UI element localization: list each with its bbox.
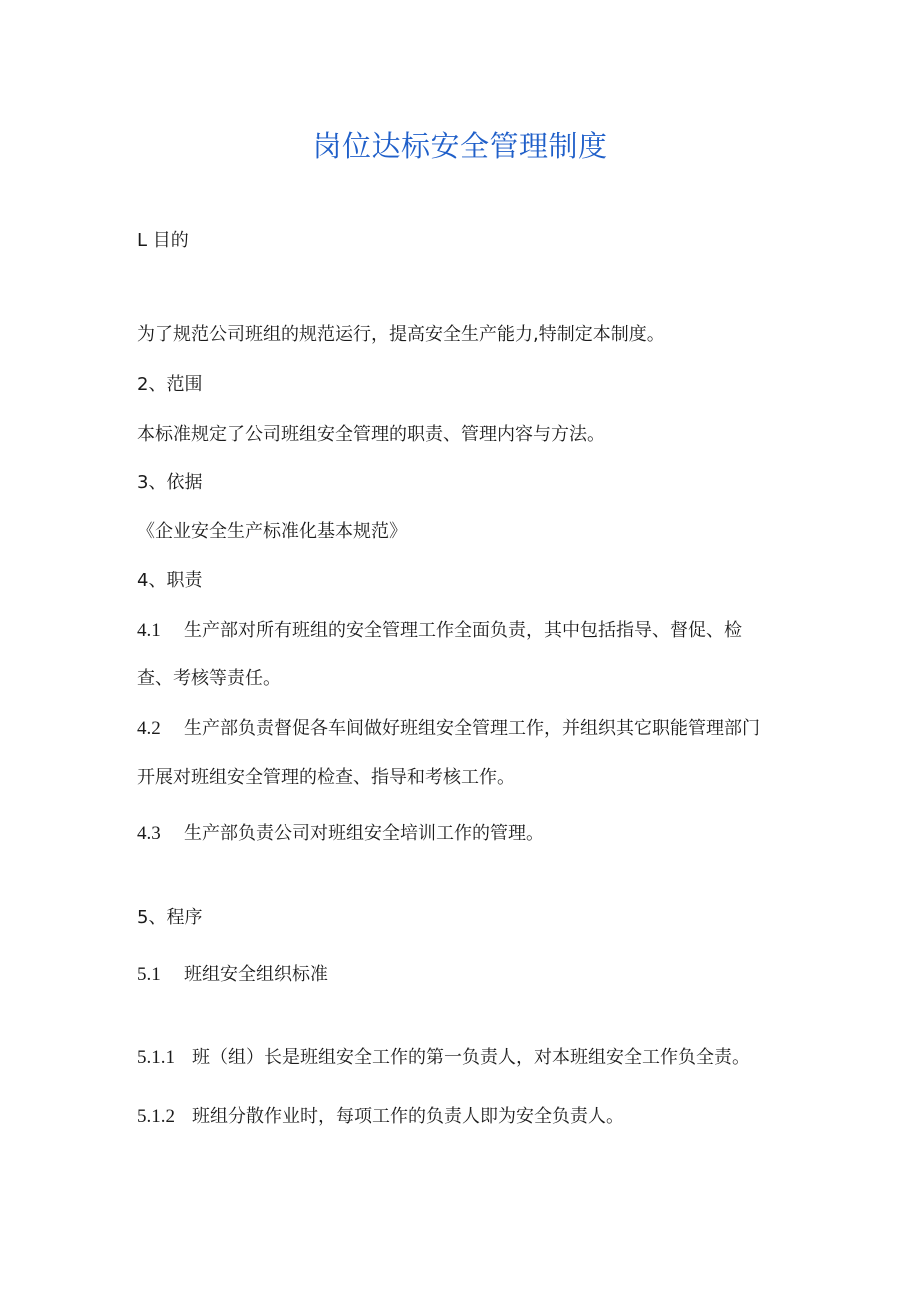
section-5-heading: 5、程序	[137, 907, 203, 928]
clause-4-2-continued: 开展对班组安全管理的检查、指导和考核工作。	[137, 767, 515, 788]
clause-number: 5.1.2	[137, 1106, 175, 1127]
clause-text: 班组分散作业时，每项工作的负责人即为安全负责人。	[192, 1106, 624, 1127]
clause-number: 5.1	[137, 964, 161, 985]
clause-4-2	[137, 716, 760, 742]
section-1-heading: L 目的	[137, 230, 189, 251]
clause-number: 4.3	[137, 823, 161, 844]
section-4-heading: 4、职责	[137, 570, 203, 591]
clause-5-1	[137, 962, 328, 988]
document-title: 岗位达标安全管理制度	[312, 129, 608, 163]
section-2-text: 本标准规定了公司班组安全管理的职责、管理内容与方法。	[137, 424, 605, 445]
clause-text: 班组安全组织标准	[184, 964, 328, 985]
clause-4-1	[137, 618, 742, 644]
clause-4-1-continued: 查、考核等责任。	[137, 668, 281, 689]
clause-text: 生产部对所有班组的安全管理工作全面负责，其中包括指导、督促、检	[184, 620, 742, 641]
clause-4-3	[137, 821, 544, 847]
section-2-heading: 2、范围	[137, 374, 203, 395]
section-3-text: 《企业安全生产标准化基本规范》	[137, 521, 407, 542]
section-3-heading: 3、依据	[137, 472, 203, 493]
clause-text: 生产部负责公司对班组安全培训工作的管理。	[184, 823, 544, 844]
clause-number: 4.1	[137, 620, 161, 641]
section-1-text: 为了规范公司班组的规范运行，提高安全生产能力,特制定本制度。	[137, 324, 665, 345]
clause-5-1-1	[137, 1045, 750, 1071]
clause-text: 生产部负责督促各车间做好班组安全管理工作，并组织其它职能管理部门	[184, 718, 760, 739]
clause-number: 4.2	[137, 718, 161, 739]
clause-text: 班（组）长是班组安全工作的第一负责人，对本班组安全工作负全责。	[192, 1047, 750, 1068]
clause-5-1-2	[137, 1104, 624, 1130]
clause-number: 5.1.1	[137, 1047, 175, 1068]
